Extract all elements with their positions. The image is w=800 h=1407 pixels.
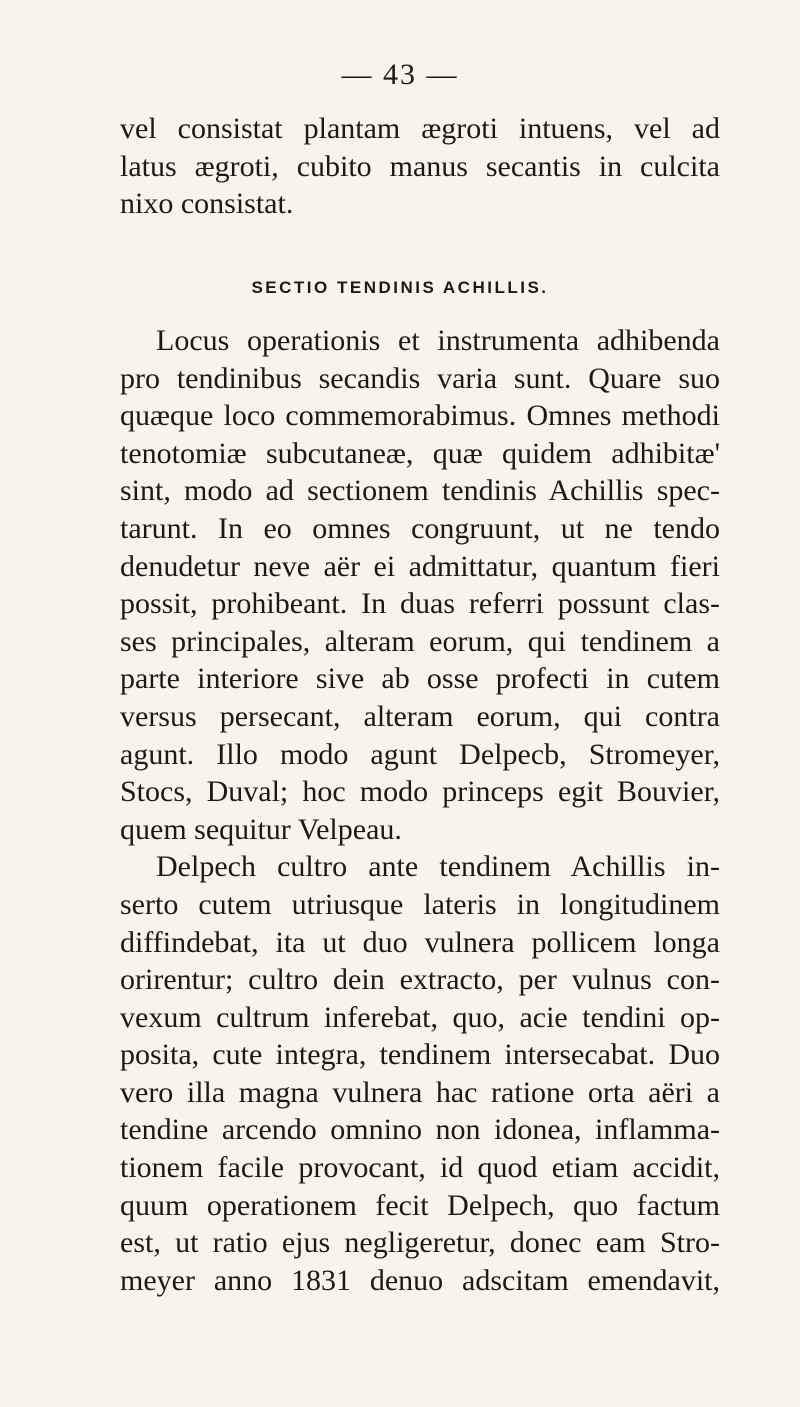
text-line: possit, prohibeant. In duas referri possunt clas- <box>120 587 720 621</box>
text-line: agunt. Illo modo agunt Delpecb, Stromeyer, <box>120 737 720 771</box>
text-line: quem sequitur Velpeau. <box>120 812 402 846</box>
text-line: ses principales, alteram eorum, qui tendinem a <box>120 624 720 658</box>
text-line: quum operationem fecit Delpech, quo factum <box>120 1188 720 1222</box>
text-line: est, ut ratio ejus negligeretur, donec eam Stro- <box>120 1226 720 1260</box>
text-line: latus ægroti, cubito manus secantis in culcita <box>120 149 720 183</box>
text-line: tendine arcendo omnino non idonea, inflamma- <box>120 1113 720 1147</box>
text-line: sint, modo ad sectionem tendinis Achillis spec- <box>120 474 720 508</box>
text-line: meyer anno 1831 denuo adscitam emendavit, <box>120 1263 720 1297</box>
page-number: — 43 — <box>341 58 459 91</box>
text-line: vel consistat plantam ægroti intuens, vel ad <box>120 112 720 145</box>
text-line: Stocs, Duval; hoc modo princeps egit Bouvier, <box>120 775 720 809</box>
text-line: denudetur neve aër ei admittatur, quantum fieri <box>120 549 720 583</box>
text-line: vero illa magna vulnera hac ratione orta aëri a <box>120 1075 720 1109</box>
text-line: tenotomiæ subcutaneæ, quæ quidem adhibitæ' <box>120 436 720 470</box>
text-line: tarunt. In eo omnes congruunt, ut ne tendo <box>120 511 720 545</box>
text-line: orirentur; cultro dein extracto, per vulnus con- <box>120 963 720 997</box>
text-line: serto cutem utriusque lateris in longitudinem <box>120 887 720 921</box>
text-line: tionem facile provocant, id quod etiam accidit, <box>120 1151 720 1185</box>
text-line: vexum cultrum inferebat, quo, acie tendini op- <box>120 1000 720 1034</box>
text-line: Locus operationis et instrumenta adhibenda <box>156 324 720 357</box>
text-line: Delpech cultro ante tendinem Achillis in- <box>156 850 720 884</box>
text-line: versus persecant, alteram eorum, qui contra <box>120 699 720 733</box>
text-line: diffindebat, ita ut duo vulnera pollicem longa <box>120 925 720 959</box>
text-line: pro tendinibus secandis varia sunt. Quare suo <box>120 361 720 395</box>
section-heading: SECTIO TENDINIS ACHILLIS. <box>251 278 549 297</box>
text-line: nixo consistat. <box>120 187 294 221</box>
text-line: posita, cute integra, tendinem intersecabat. Duo <box>120 1038 720 1072</box>
body-text <box>120 322 720 1299</box>
text-line: parte interiore sive ab osse profecti in cutem <box>120 662 720 696</box>
text-line: quæque loco commemorabimus. Omnes methodi <box>120 399 720 433</box>
intro-text <box>120 110 720 223</box>
